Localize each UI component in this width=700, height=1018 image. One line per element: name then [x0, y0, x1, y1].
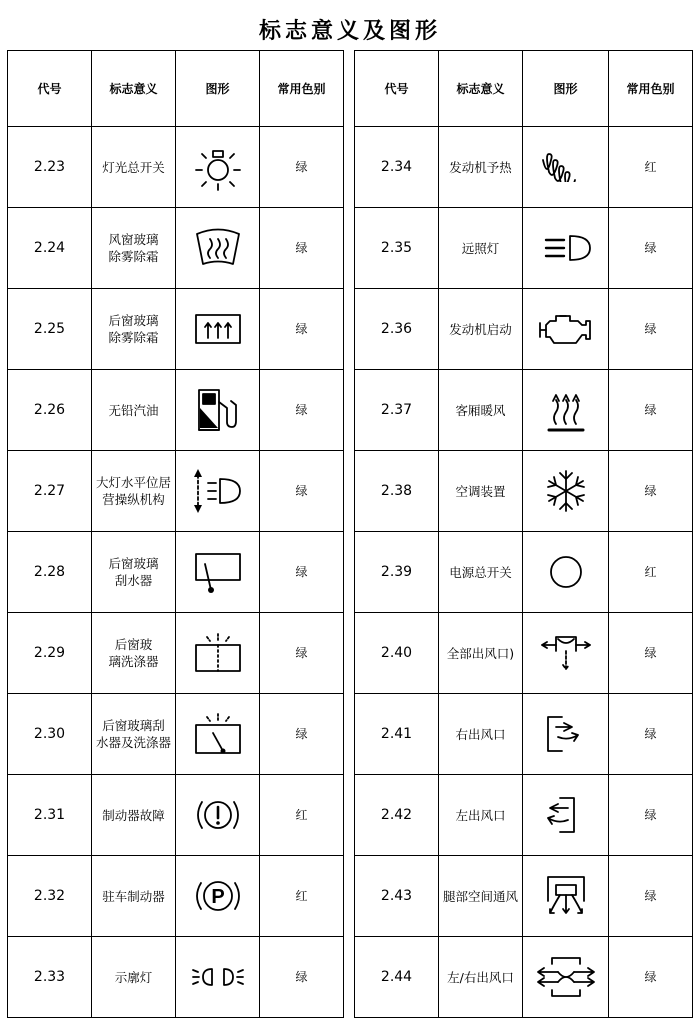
symbol-meaning [439, 289, 523, 370]
table-row [8, 208, 344, 289]
symbol-meaning-text: 电源总开关 [449, 564, 512, 580]
symbol-meaning-text: 制动器故障 [102, 807, 165, 823]
table-row [8, 127, 344, 208]
symbol-color: 绿 [260, 127, 344, 208]
symbol-color: 绿 [260, 694, 344, 775]
header-figure: 图形 [523, 51, 609, 127]
table-row [355, 694, 693, 775]
table-row [8, 532, 344, 613]
symbol-code: 2.23 [8, 127, 92, 208]
side-marker-lamp-icon [176, 937, 260, 1018]
headlamp-leveling-icon [176, 451, 260, 532]
symbol-color: 绿 [260, 370, 344, 451]
cabin-heater-icon [523, 370, 609, 451]
header-color: 常用色别 [260, 51, 344, 127]
symbol-meaning [92, 208, 176, 289]
symbol-meaning-text: 远照灯 [461, 240, 500, 256]
symbol-color: 红 [260, 856, 344, 937]
table-row [355, 127, 693, 208]
symbol-color: 红 [609, 532, 693, 613]
symbol-meaning [439, 613, 523, 694]
symbol-meaning-text: 发动机启动 [449, 321, 512, 337]
symbol-meaning [439, 532, 523, 613]
page-title: 标志意义及图形 [258, 19, 441, 44]
symbol-code: 2.40 [355, 613, 439, 694]
symbol-color: 红 [260, 775, 344, 856]
symbol-meaning-text: 后窗玻 璃洗涤器 [108, 637, 159, 669]
symbol-code: 2.36 [355, 289, 439, 370]
left-vent-icon [523, 775, 609, 856]
parking-brake-icon [176, 856, 260, 937]
light-master-switch-icon [176, 127, 260, 208]
header-meaning: 标志意义 [92, 51, 176, 127]
symbol-meaning-text: 大灯水平位居 营操纵机构 [95, 475, 171, 507]
symbol-code: 2.41 [355, 694, 439, 775]
table-row [8, 289, 344, 370]
symbol-code: 2.26 [8, 370, 92, 451]
symbol-color: 绿 [609, 289, 693, 370]
symbol-meaning-text: 示廓灯 [114, 969, 153, 985]
table-row [8, 451, 344, 532]
header-color: 常用色别 [609, 51, 693, 127]
windshield-defrost-icon [176, 208, 260, 289]
left-right-vent-icon [523, 937, 609, 1018]
header-code: 代号 [355, 51, 439, 127]
table-row [8, 370, 344, 451]
symbol-meaning [439, 370, 523, 451]
table-row [355, 613, 693, 694]
symbol-meaning [439, 451, 523, 532]
symbol-code: 2.24 [8, 208, 92, 289]
symbol-meaning [92, 451, 176, 532]
symbol-meaning-text: 左/右出风口 [447, 969, 514, 985]
symbol-code: 2.37 [355, 370, 439, 451]
footwell-vent-icon [523, 856, 609, 937]
symbol-code: 2.25 [8, 289, 92, 370]
symbol-color: 绿 [609, 613, 693, 694]
table-row [355, 370, 693, 451]
table-row [355, 532, 693, 613]
symbol-color: 绿 [609, 694, 693, 775]
symbol-color: 绿 [609, 208, 693, 289]
symbol-meaning [92, 289, 176, 370]
symbol-meaning [92, 937, 176, 1018]
symbol-meaning [92, 694, 176, 775]
symbol-meaning-text: 腿部空间通风 [442, 888, 518, 904]
symbol-meaning [92, 775, 176, 856]
brake-failure-icon [176, 775, 260, 856]
table-row [355, 937, 693, 1018]
symbol-meaning [92, 370, 176, 451]
symbol-color: 绿 [609, 937, 693, 1018]
symbol-code: 2.28 [8, 532, 92, 613]
all-vents-icon [523, 613, 609, 694]
table-row [8, 613, 344, 694]
symbol-code: 2.43 [355, 856, 439, 937]
symbol-meaning-text: 右出风口 [455, 726, 506, 742]
symbol-meaning-text: 无铅汽油 [108, 402, 159, 418]
symbol-color: 绿 [260, 937, 344, 1018]
symbol-code: 2.32 [8, 856, 92, 937]
symbol-meaning [92, 613, 176, 694]
symbol-color: 绿 [260, 532, 344, 613]
symbol-meaning [92, 532, 176, 613]
header-row [8, 51, 344, 127]
high-beam-icon [523, 208, 609, 289]
table-row [8, 694, 344, 775]
symbol-color: 绿 [260, 613, 344, 694]
table-row [355, 451, 693, 532]
symbol-code: 2.38 [355, 451, 439, 532]
table-row [355, 775, 693, 856]
symbol-color: 绿 [609, 775, 693, 856]
symbol-meaning [92, 856, 176, 937]
symbol-meaning-text: 后窗玻璃刮 水器及洗涤器 [95, 718, 171, 750]
symbol-code: 2.35 [355, 208, 439, 289]
symbol-meaning-text: 左出风口 [455, 807, 506, 823]
symbol-color: 绿 [260, 208, 344, 289]
header-code: 代号 [8, 51, 92, 127]
header-figure: 图形 [176, 51, 260, 127]
symbol-meaning-text: 驻车制动器 [102, 888, 165, 904]
symbol-meaning-text: 全部出风口) [446, 645, 515, 661]
symbol-meaning-text: 发动机予热 [449, 159, 512, 175]
symbol-color: 绿 [260, 289, 344, 370]
symbol-color: 绿 [609, 451, 693, 532]
symbol-code: 2.31 [8, 775, 92, 856]
symbol-meaning [439, 127, 523, 208]
symbol-meaning-text: 后窗玻璃 刮水器 [108, 556, 159, 588]
symbol-table-left [7, 50, 344, 1018]
symbol-code: 2.29 [8, 613, 92, 694]
table-row [8, 775, 344, 856]
symbol-meaning-text: 空调装置 [455, 483, 506, 499]
symbol-meaning-text: 客厢暖风 [455, 402, 506, 418]
table-row [8, 937, 344, 1018]
table-row [355, 289, 693, 370]
rear-washer-icon [176, 613, 260, 694]
symbol-meaning [439, 937, 523, 1018]
table-row [355, 856, 693, 937]
symbol-color: 绿 [609, 370, 693, 451]
header-meaning: 标志意义 [439, 51, 523, 127]
right-vent-icon [523, 694, 609, 775]
symbol-meaning [439, 208, 523, 289]
power-master-switch-icon [523, 532, 609, 613]
air-conditioner-icon [523, 451, 609, 532]
symbol-meaning [439, 694, 523, 775]
symbol-code: 2.39 [355, 532, 439, 613]
symbol-meaning-text: 风窗玻璃 除雾除霜 [108, 232, 159, 264]
symbol-meaning-text: 后窗玻璃 除雾除霜 [108, 313, 159, 345]
symbol-code: 2.27 [8, 451, 92, 532]
symbol-code: 2.30 [8, 694, 92, 775]
engine-start-icon [523, 289, 609, 370]
header-row [355, 51, 693, 127]
symbol-meaning-text: 灯光总开关 [102, 159, 165, 175]
symbol-meaning [439, 775, 523, 856]
unleaded-fuel-icon [176, 370, 260, 451]
symbol-color: 红 [609, 127, 693, 208]
rear-wiper-washer-icon [176, 694, 260, 775]
symbol-table-right [354, 50, 693, 1018]
rear-window-defrost-icon [176, 289, 260, 370]
glow-plug-icon [523, 127, 609, 208]
rear-wiper-icon [176, 532, 260, 613]
symbol-color: 绿 [260, 451, 344, 532]
table-row [355, 208, 693, 289]
symbol-meaning [439, 856, 523, 937]
symbol-code: 2.42 [355, 775, 439, 856]
svg-text:P: P [210, 886, 225, 908]
table-row [8, 856, 344, 937]
symbol-meaning [92, 127, 176, 208]
symbol-code: 2.44 [355, 937, 439, 1018]
symbol-code: 2.34 [355, 127, 439, 208]
symbol-color: 绿 [609, 856, 693, 937]
symbol-code: 2.33 [8, 937, 92, 1018]
